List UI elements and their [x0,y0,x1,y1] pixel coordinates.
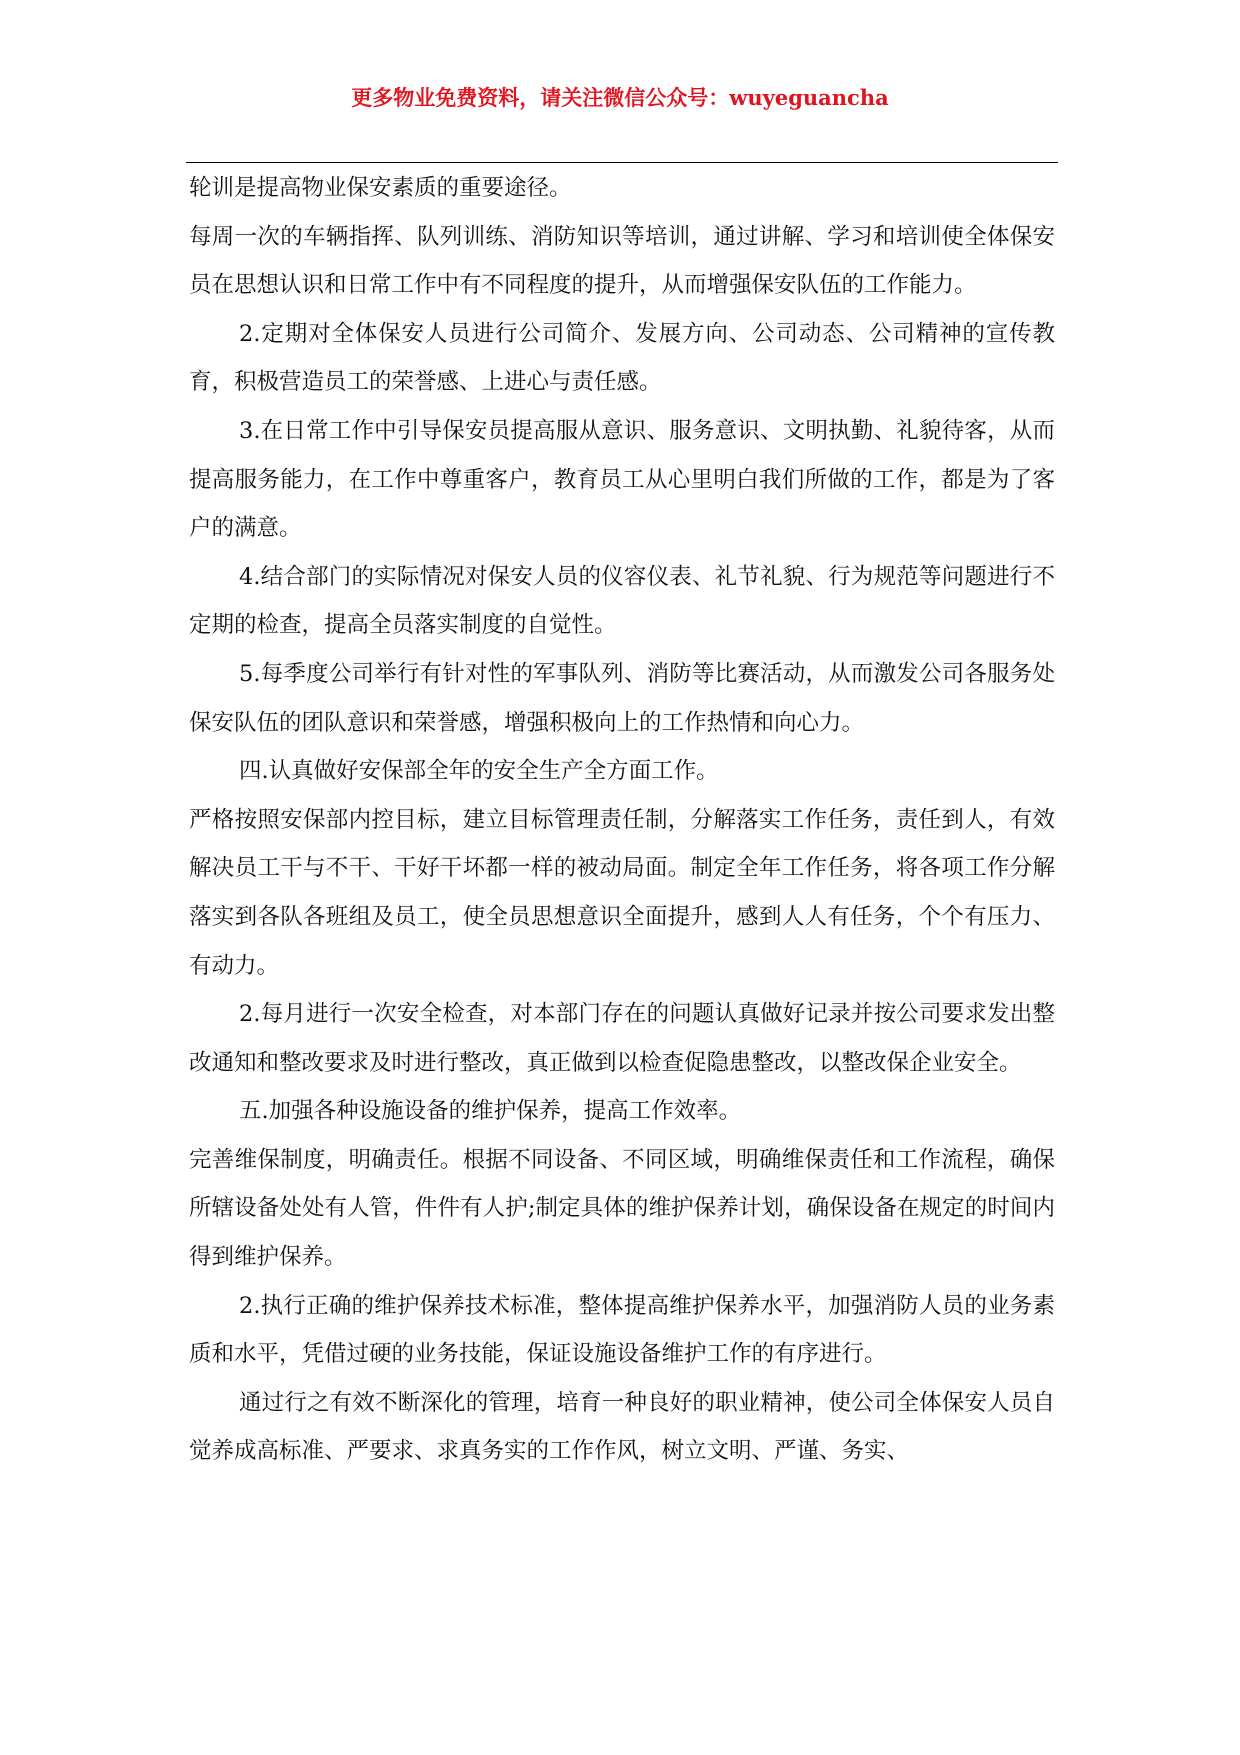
paragraph-12: 2.执行正确的维护保养技术标准，整体提高维护保养水平，加强消防人员的业务素质和水平，凭借过硬的业务技能，保证设施设备维护工作的有序进行。 [189,1292,1055,1368]
document-body [189,164,1055,1476]
section-heading-4: 四.认真做好安保部全年的安全生产全方面工作。 [239,758,719,785]
paragraph-3: 2.定期对全体保安人员进行公司简介、发展方向、公司动态、公司精神的宣传教育，积极营造员工的荣誉感、上进心与责任感。 [189,320,1055,396]
promo-header: 更多物业免费资料，请关注微信公众号：wuyeguancha [351,85,889,110]
section-heading-5: 五.加强各种设施设备的维护保养，提高工作效率。 [239,1098,742,1125]
header-divider [186,162,1058,163]
paragraph-2: 每周一次的车辆指挥、队列训练、消防知识等培训，通过讲解、学习和培训使全体保安员在思想认识和日常工作中有不同程度的提升，从而增强保安队伍的工作能力。 [189,223,1055,299]
paragraph-8: 严格按照安保部内控目标，建立目标管理责任制，分解落实工作任务，责任到人，有效解决员工干与不干、干好干坏都一样的被动局面。制定全年工作任务，将各项工作分解落实到各队各班组及员工，使全员思想意识全面提升，感到人人有任务，个个有压力、有动力。 [189,806,1055,979]
paragraph-6: 5.每季度公司举行有针对性的军事队列、消防等比赛活动，从而激发公司各服务处保安队伍的团队意识和荣誉感，增强积极向上的工作热情和向心力。 [189,660,1055,736]
paragraph-13: 通过行之有效不断深化的管理，培育一种良好的职业精神，使公司全体保安人员自觉养成高标准、严要求、求真务实的工作作风，树立文明、严谨、务实、 [189,1389,1055,1465]
paragraph-5: 4.结合部门的实际情况对保安人员的仪容仪表、礼节礼貌、行为规范等问题进行不定期的检查，提高全员落实制度的自觉性。 [189,563,1055,639]
paragraph-4: 3.在日常工作中引导保安员提高服从意识、服务意识、文明执勤、礼貌待客，从而提高服务能力，在工作中尊重客户，教育员工从心里明白我们所做的工作，都是为了客户的满意。 [189,417,1055,542]
paragraph-11: 完善维保制度，明确责任。根据不同设备、不同区域，明确维保责任和工作流程，确保所辖设备处处有人管，件件有人护;制定具体的维护保养计划，确保设备在规定的时间内得到维护保养。 [189,1146,1055,1271]
paragraph-9: 2.每月进行一次安全检查，对本部门存在的问题认真做好记录并按公司要求发出整改通知和整改要求及时进行整改，真正做到以检查促隐患整改，以整改保企业安全。 [189,1001,1055,1076]
paragraph-1: 轮训是提高物业保安素质的重要途径。 [189,175,572,201]
